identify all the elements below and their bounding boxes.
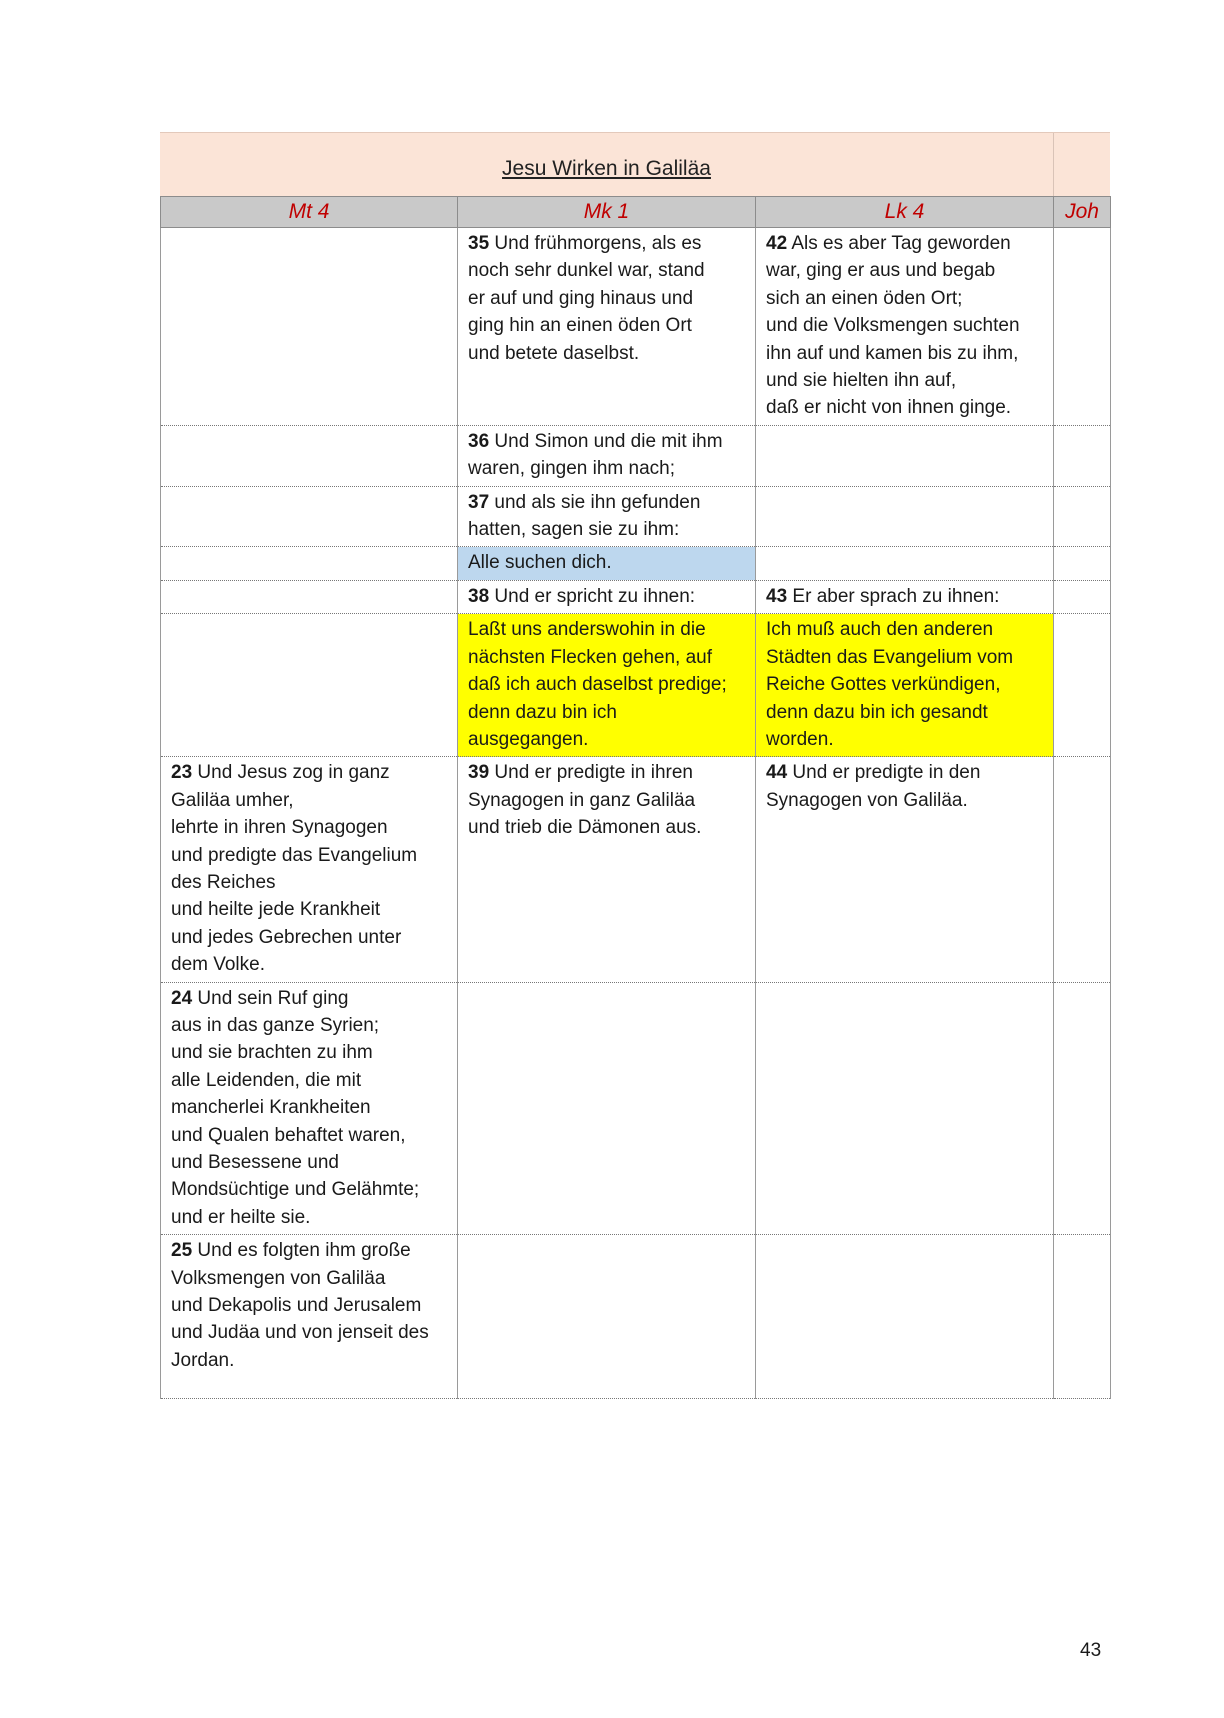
cell-lk: 43 Er aber sprach zu ihnen:	[756, 580, 1054, 613]
cell-joh	[1054, 228, 1111, 426]
table-row	[161, 580, 1111, 613]
column-header-lk: Lk 4	[756, 197, 1054, 228]
cell-mt	[161, 228, 458, 426]
table-row	[161, 486, 1111, 547]
cell-joh	[1054, 614, 1111, 757]
table-row	[161, 1235, 1111, 1399]
table-row	[161, 982, 1111, 1235]
cell-lk: 44 Und er predigte in den Synagogen von Galiläa.	[756, 757, 1054, 982]
cell-mk: 38 Und er spricht zu ihnen:	[458, 580, 756, 613]
cell-mt	[161, 547, 458, 580]
synopsis-table	[160, 196, 1111, 1399]
cell-mt	[161, 614, 458, 757]
cell-mk: 39 Und er predigte in ihren Synagogen in ganz Galiläa und trieb die Dämonen aus.	[458, 757, 756, 982]
cell-joh	[1054, 1235, 1111, 1399]
cell-mt	[161, 580, 458, 613]
cell-joh	[1054, 580, 1111, 613]
page-title: Jesu Wirken in Galiläa	[502, 157, 711, 180]
cell-lk	[756, 486, 1054, 547]
cell-lk	[756, 547, 1054, 580]
cell-mk: 36 Und Simon und die mit ihm waren, gingen ihm nach;	[458, 425, 756, 486]
cell-mt: 24 Und sein Ruf ging aus in das ganze Syrien; und sie brachten zu ihm alle Leidenden, die mit mancherlei Krankheiten und Qualen behaftet waren, und Besessene und Mondsüchtige und Gelähmte; und er heilte sie.	[161, 982, 458, 1235]
header-row	[161, 197, 1111, 228]
cell-mk-highlighted: Alle suchen dich.	[458, 547, 756, 580]
cell-mk	[458, 982, 756, 1235]
cell-lk	[756, 982, 1054, 1235]
page-number: 43	[1080, 1640, 1102, 1661]
cell-mk-highlighted: Laßt uns anderswohin in die nächsten Flecken gehen, auf daß ich auch daselbst predige; denn dazu bin ich ausgegangen.	[458, 614, 756, 757]
table-row	[161, 757, 1111, 982]
table-row	[161, 547, 1111, 580]
cell-mk: 35 Und frühmorgens, als es noch sehr dunkel war, stand er auf und ging hinaus und ging hin an einen öden Ort und betete daselbst.	[458, 228, 756, 426]
table-row	[161, 614, 1111, 757]
cell-joh	[1054, 547, 1111, 580]
cell-joh	[1054, 425, 1111, 486]
cell-joh	[1054, 486, 1111, 547]
cell-lk	[756, 425, 1054, 486]
table-row	[161, 228, 1111, 426]
title-bar	[160, 132, 1110, 197]
column-header-joh: Joh	[1054, 197, 1111, 228]
cell-mk	[458, 1235, 756, 1399]
cell-lk	[756, 1235, 1054, 1399]
cell-mk: 37 und als sie ihn gefunden hatten, sagen sie zu ihm:	[458, 486, 756, 547]
cell-mt: 25 Und es folgten ihm große Volksmengen von Galiläa und Dekapolis und Jerusalem und Judäa und von jenseit des Jordan.	[161, 1235, 458, 1399]
cell-joh	[1054, 757, 1111, 982]
cell-lk: 42 Als es aber Tag geworden war, ging er aus und begab sich an einen öden Ort; und die Volksmengen suchten ihn auf und kamen bis zu ihm, und sie hielten ihn auf, daß er nicht von ihnen ginge.	[756, 228, 1054, 426]
column-header-mt: Mt 4	[161, 197, 458, 228]
cell-mt	[161, 425, 458, 486]
title-cell	[160, 133, 1054, 197]
cell-mt: 23 Und Jesus zog in ganz Galiläa umher, lehrte in ihren Synagogen und predigte das Evangelium des Reiches und heilte jede Krankheit und jedes Gebrechen unter dem Volke.	[161, 757, 458, 982]
cell-joh	[1054, 982, 1111, 1235]
cell-lk-highlighted: Ich muß auch den anderen Städten das Evangelium vom Reiche Gottes verkündigen, denn dazu bin ich gesandt worden.	[756, 614, 1054, 757]
cell-mt	[161, 486, 458, 547]
table-row	[161, 425, 1111, 486]
column-header-mk: Mk 1	[458, 197, 756, 228]
